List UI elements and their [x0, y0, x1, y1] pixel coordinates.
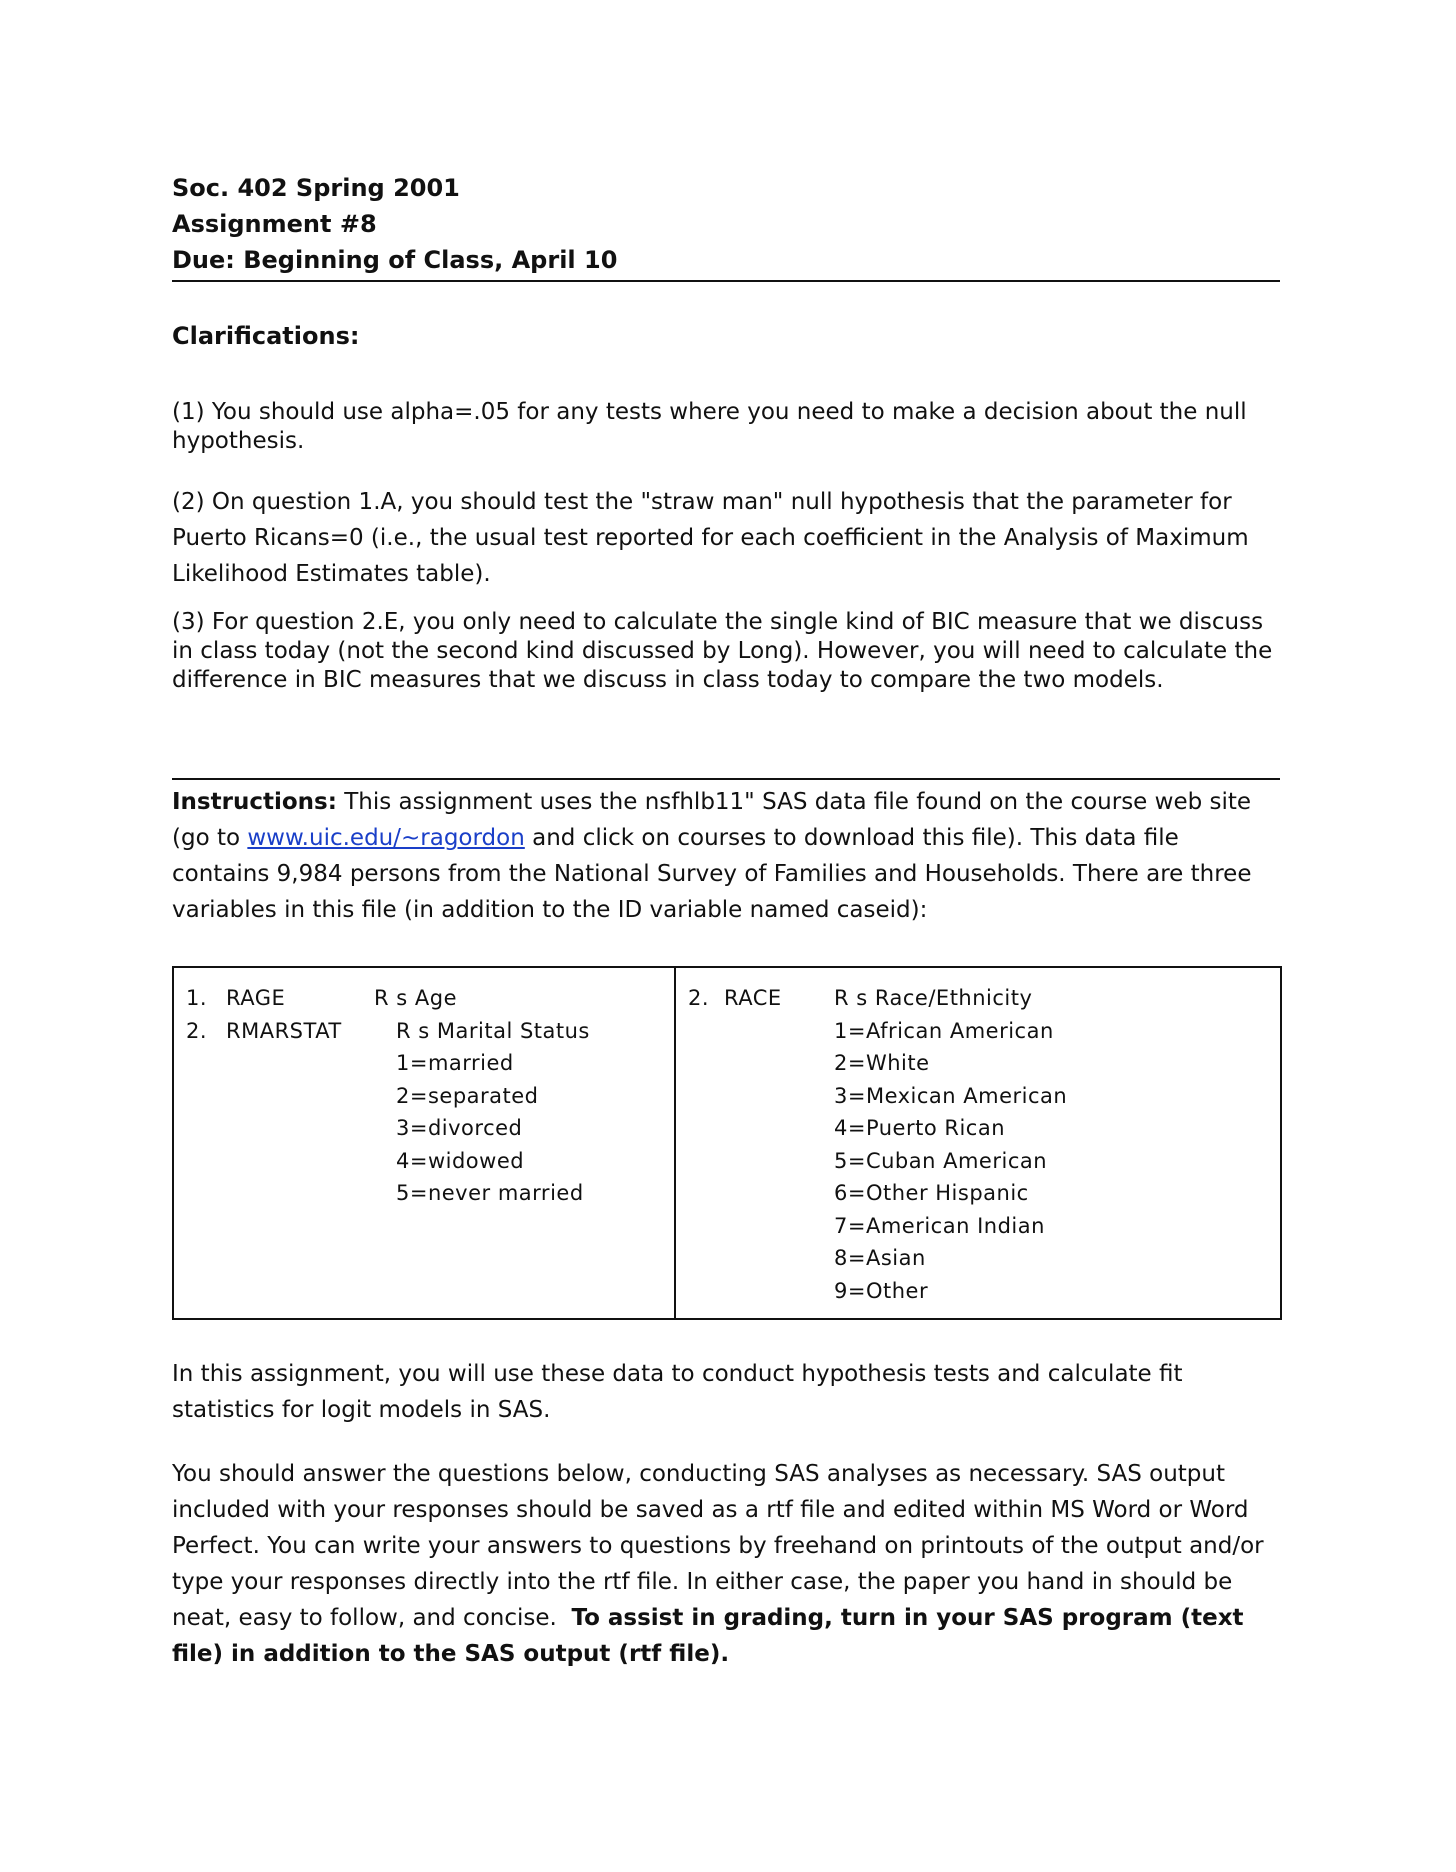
variable-name: RAGE — [226, 986, 286, 1010]
assignment-number: Assignment #8 — [172, 210, 377, 238]
code-item: 9=Other — [834, 1278, 929, 1303]
variables-right-column — [688, 982, 1268, 1318]
variable-description: R s Race/Ethnicity — [834, 986, 1033, 1010]
variable-rmarstat — [186, 1015, 666, 1048]
code-item: 5=never married — [396, 1181, 584, 1205]
code-item: 8=Asian — [834, 1246, 926, 1270]
clarification-1: (1) You should use alpha=.05 for any tests where you need to make a decision about the null hypothesis. — [172, 399, 1247, 454]
assignment-purpose: In this assignment, you will use these data to conduct hypothesis tests and calculate fit statistics for logit models in SAS. — [172, 1361, 1183, 1423]
document-header — [172, 170, 1280, 278]
variable-rage — [186, 982, 666, 1015]
assignment-directions — [172, 1456, 1280, 1672]
header-rule — [172, 280, 1280, 282]
code-item: 1=African American — [834, 1018, 1054, 1043]
variable-name: RACE — [724, 986, 782, 1010]
directions-text: You should answer the questions below, conducting SAS analyses as necessary. SAS output included with your responses should be saved as a rtf file and edited within MS Word or Word Perfect. You can write your answers to questions by freehand on printouts of the output and/or type your responses directly into the rtf file. In either case, the paper you hand in should be neat, easy to follow, and concise. — [172, 1461, 1264, 1631]
variables-left-column — [186, 982, 666, 1318]
variable-number: 2. — [186, 1018, 208, 1043]
course-website-link[interactable]: www.uic.edu/~ragordon — [247, 825, 525, 851]
code-item: 3=Mexican American — [834, 1083, 1068, 1108]
instructions-text-b: and click on courses to download this file). This data file contains 9,984 persons from the National Survey of Families and Households. There are three variables in this file (in addition to the ID variable named caseid): — [172, 825, 1252, 923]
variable-race — [688, 982, 1268, 1015]
variables-table — [172, 966, 1282, 1320]
instructions-paragraph — [172, 784, 1280, 928]
variable-number: 1. — [186, 986, 208, 1010]
instructions-text-a: This assignment uses the nsfhlb11" SAS data file found on the course web site (go to — [172, 789, 1252, 851]
clarification-3: (3) For question 2.E, you only need to calculate the single kind of BIC measure that we discuss in class today (not the second kind discussed by Long). However, you will need to calculate the difference in BIC measures that we discuss in class today to compare the two models. — [172, 609, 1273, 693]
code-item: 5=Cuban American — [834, 1148, 1048, 1173]
course-title: Soc. 402 Spring 2001 — [172, 174, 460, 202]
section-rule — [172, 778, 1280, 780]
clarifications-heading: Clarifications: — [172, 322, 360, 350]
due-date: Due: Beginning of Class, April 10 — [172, 246, 618, 274]
code-item: 6=Other Hispanic — [834, 1181, 1029, 1205]
code-item: 4=Puerto Rican — [834, 1116, 1006, 1140]
variable-description: R s Marital Status — [396, 1018, 590, 1043]
code-item: 4=widowed — [396, 1148, 525, 1173]
table-divider — [674, 968, 676, 1318]
instructions-label: Instructions: — [172, 789, 337, 815]
code-item: 2=separated — [396, 1083, 539, 1108]
variable-number: 2. — [688, 986, 710, 1010]
code-item: 3=divorced — [396, 1116, 523, 1140]
code-item: 7=American Indian — [834, 1213, 1045, 1238]
variable-name: RMARSTAT — [226, 1018, 342, 1043]
code-item: 2=White — [834, 1051, 930, 1075]
code-item: 1=married — [396, 1051, 514, 1075]
grading-note: To assist in grading, turn in your SAS program (text file) in addition to the SAS output (rtf file). — [172, 1605, 1244, 1667]
clarification-2: (2) On question 1.A, you should test the "straw man" null hypothesis that the parameter for Puerto Ricans=0 (i.e., the usual test reported for each coefficient in the Analysis of Maximum Likelihood Estimates table). — [172, 489, 1249, 587]
variable-description: R s Age — [374, 986, 457, 1010]
